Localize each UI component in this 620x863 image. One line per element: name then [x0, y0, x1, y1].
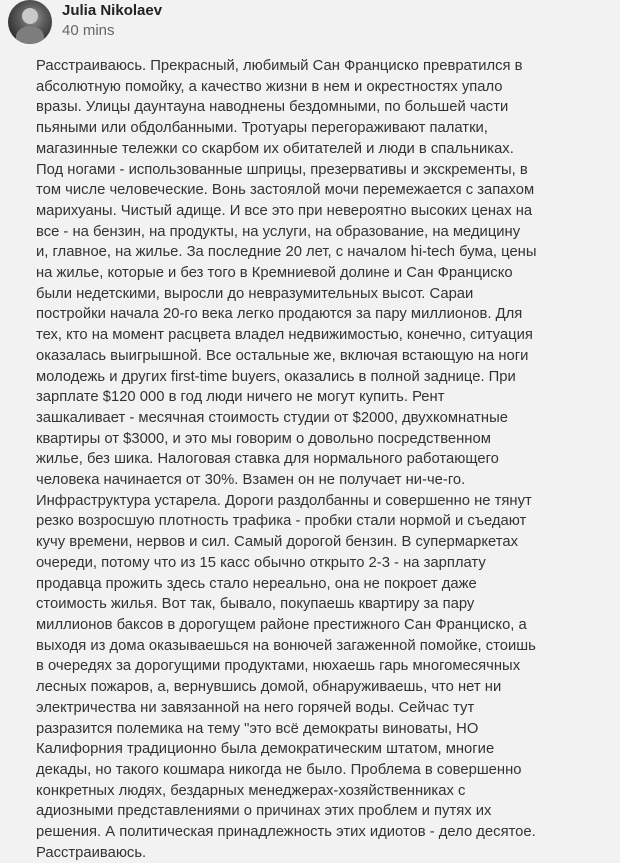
post-body-line: адиозными представлениями о причинах этих проблем и путях их: [36, 803, 492, 820]
post-body-line: Калифорния традиционно была демократическим штатом, многие: [36, 741, 495, 758]
post-body-line: Расстраиваюсь. Прекрасный, любимый Сан Франциско превратился в: [36, 58, 523, 74]
post-body-line: продавца прожить здесь стало нереально, она не покроет даже: [36, 575, 477, 592]
post-body-line: стоимость жилья. Вот так, бывало, покупаешь квартиру за пару: [36, 596, 475, 613]
post-body-line: магазинные тележки со скарбом их обитателей и люди в спальниках.: [36, 140, 514, 157]
post-body-line: были недетскими, выросли до невразумительных высот. Сараи: [36, 285, 474, 302]
post-body-line: Расстраиваюсь.: [36, 844, 147, 861]
post-body-line: все - на бензин, на продукты, на услуги, на образование, на медицину: [36, 223, 521, 240]
post-body-line: квартиры от $3000, и это мы говорим о довольно посредственном: [36, 430, 491, 447]
avatar[interactable]: [8, 0, 52, 44]
post-body-line: миллионов баксов в дорогущем районе престижного Сан Франциско, а: [36, 616, 527, 633]
post-body-line: зарплате $120 000 в год люди ничего не могут купить. Рент: [36, 389, 445, 406]
post-body-line: вразы. Улицы даунтауна наводнены бездомными, по большей части: [36, 99, 509, 116]
avatar-shoulders-icon: [16, 26, 44, 44]
post-body-line: том числе человеческие. Вонь застоялой мочи перемежается с запахом: [36, 182, 535, 199]
post-body-line: человека начинается от 30%. Взамен он не получает ни-че-го.: [36, 472, 466, 489]
post-body-line: оказалась выигрышной. Все остальные же, включая встающую на ноги: [36, 347, 529, 364]
post-body-line: резко возросшую плотность трафика - пробки стали нормой и съедают: [36, 513, 527, 530]
avatar-head-icon: [22, 8, 38, 24]
post-body-line: в очередях за дорогущими продуктами, нюхаешь гарь многомесячных: [36, 658, 521, 675]
post-body-line: электричества ни завязанной на него горячей воды. Сейчас тут: [36, 699, 475, 716]
post-body-line: декады, но такого кошмара никогда не было. Проблема в совершенно: [36, 761, 522, 778]
post-body-line: очереди, потому что из 15 касс обычно открыто 2-3 - на зарплату: [36, 554, 486, 571]
post-body-line: зашкаливает - месячная стоимость студии от $2000, двухкомнатные: [36, 409, 508, 426]
post-meta: [62, 2, 162, 40]
post-timestamp[interactable]: 40 mins: [62, 22, 115, 39]
post-body-line: тех, кто на момент расцвета владел недвижимостью, конечно, ситуация: [36, 327, 533, 344]
author-name[interactable]: Julia Nikolaev: [62, 2, 163, 19]
post-body-line: жилье, без шика. Налоговая ставка для нормального работающего: [36, 451, 499, 468]
post-body-line: и, главное, на жилье. За последние 20 лет, с началом hi-tech бума, цены: [36, 244, 537, 261]
post-body-line: пьяными или обдолбанными. Тротуары перегораживают палатки,: [36, 120, 488, 137]
post-body-line: на жилье, которые и без того в Кремниевой долине и Сан Франциско: [36, 265, 513, 282]
post-body-line: абсолютную помойку, а качество жизни в нем и окрестностях упало: [36, 78, 503, 95]
post-body: [36, 56, 608, 863]
post-body-line: Инфраструктура устарела. Дороги раздолбанны и совершенно не тянут: [36, 492, 532, 509]
post-body-line: конкретных людях, бездарных менеджерах-хозяйственниках с: [36, 782, 466, 799]
post-body-line: разразится полемика на тему "это всё демократы виноваты, НО: [36, 720, 479, 737]
post-body-line: молодежь и других first-time buyers, оказались в полной заднице. При: [36, 368, 516, 385]
post-body-line: марихуаны. Чистый адище. И все это при невероятно высоких ценах на: [36, 202, 533, 219]
post-body-line: лесных пожаров, а, вернувшись домой, обнаруживаешь, что нет ни: [36, 679, 502, 696]
post-body-line: постройки начала 20-го века легко продаются за пару миллионов. Для: [36, 306, 523, 323]
post-body-line: Под ногами - использованные шприцы, презервативы и экскременты, в: [36, 161, 528, 178]
post-body-line: выходя из дома оказываешься на вонючей загаженной помойке, стоишь: [36, 637, 536, 654]
post-body-line: решения. А политическая принадлежность этих идиотов - дело десятое.: [36, 824, 536, 841]
post-header: [8, 0, 162, 46]
post-body-line: кучу времени, нервов и сил. Самый дорогой бензин. В супермаркетах: [36, 534, 518, 551]
